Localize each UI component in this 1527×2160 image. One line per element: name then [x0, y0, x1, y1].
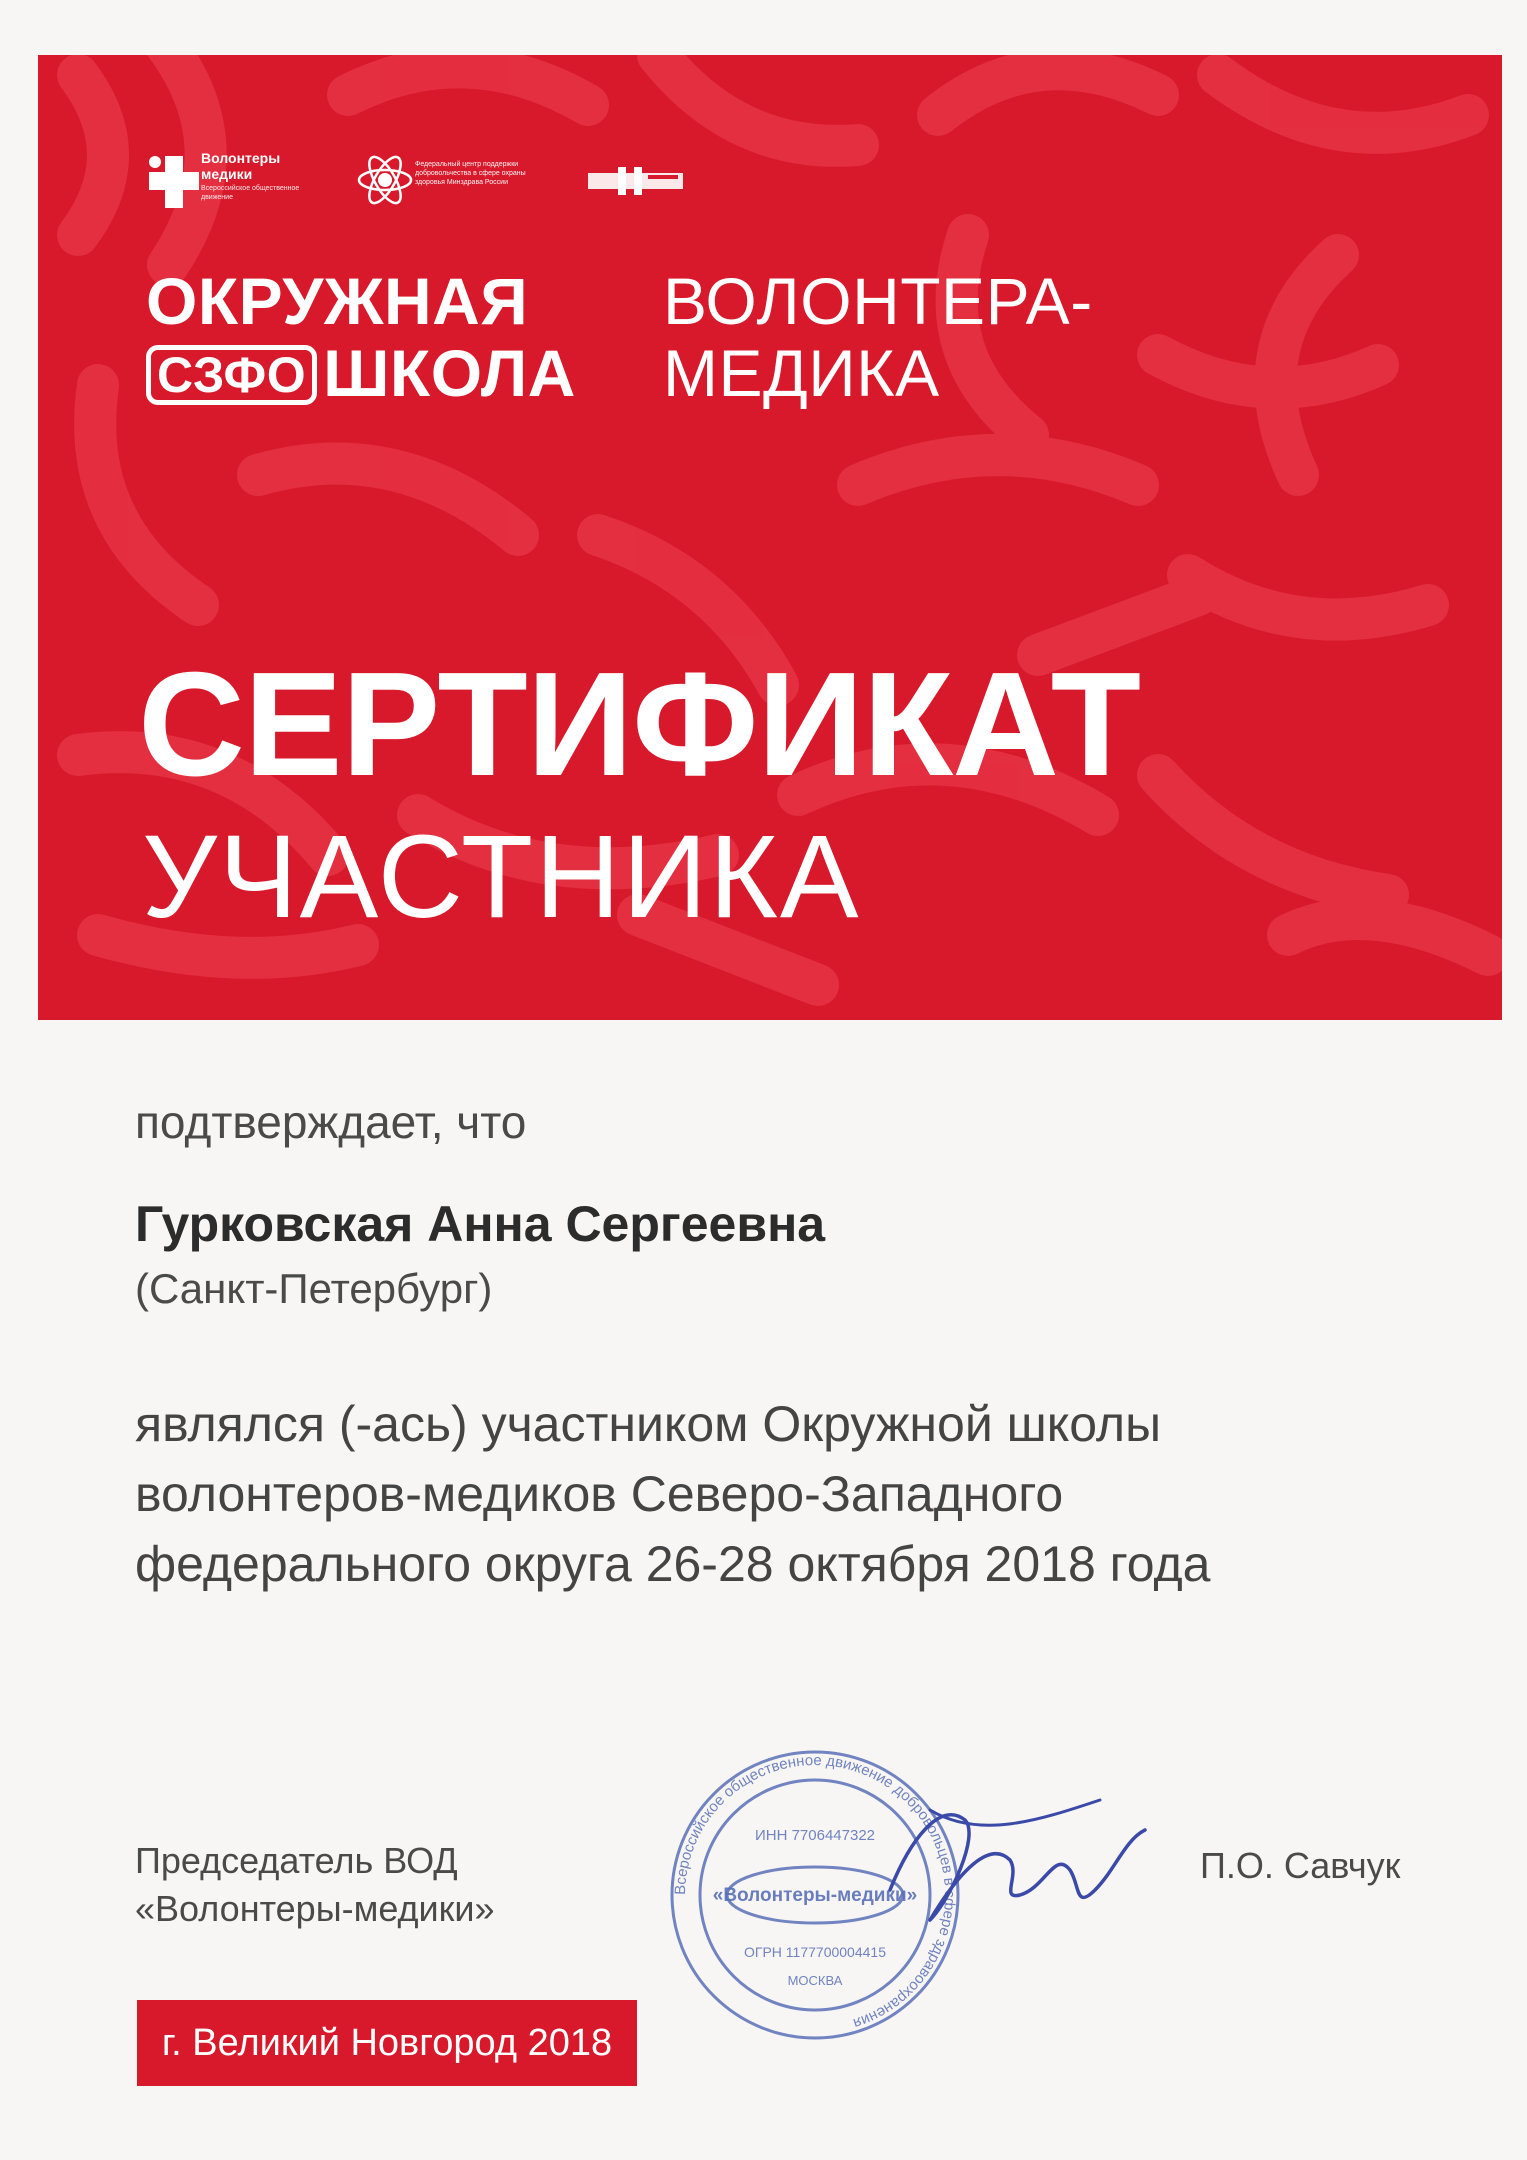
logo-federal-center-text: Федеральный центр поддержки добровольчества в сфере охраны здоровья Минздрава России — [415, 161, 526, 186]
footer-place-year: г. Великий Новгород 2018 — [137, 2000, 637, 2086]
statement-line-1: являлся (-ась) участником Окружной школы — [135, 1396, 1162, 1452]
logo-volunteers-title: Волонтеры медики — [201, 150, 281, 182]
participant-city: (Санкт-Петербург) — [135, 1265, 493, 1312]
stamp-city: МОСКВА — [787, 1973, 843, 1988]
signer-name: П.О. Савчук — [1200, 1845, 1401, 1886]
title-district: ОКРУЖНАЯ — [146, 264, 529, 338]
federal-center-emblem-icon — [355, 150, 415, 210]
stamp-outer-text: Всероссийское общественное движение добровольцев в сфере здравоохранения — [671, 1751, 959, 2032]
volunteers-medics-plus-icon — [143, 150, 207, 214]
title-school-line — [146, 337, 576, 409]
confirms-text: подтверждает, что — [135, 1096, 527, 1148]
title-medic: МЕДИКА — [663, 336, 940, 410]
partner-logo-icon — [588, 165, 683, 195]
region-badge: СЗФО — [146, 345, 317, 405]
statement-line-3: федерального округа 26-28 октября 2018 года — [135, 1536, 1211, 1592]
handwritten-signature — [870, 1780, 1160, 1950]
stamp-inn: ИНН 7706447322 — [754, 1827, 876, 1844]
statement-line-2: волонтеров-медиков Северо-Западного — [135, 1466, 1064, 1522]
stamp-ogrn: ОГРН 1177700004415 — [744, 1944, 886, 1960]
logo-volunteers-tagline: Всероссийское общественное движение — [201, 185, 300, 201]
stamp-center: «Волонтеры-медики» — [712, 1885, 918, 1906]
certificate-title: СЕРТИФИКАТ — [138, 642, 1141, 807]
signer-position-line-2: «Волонтеры-медики» — [135, 1888, 495, 1929]
certificate-banner — [38, 55, 1502, 1020]
signer-position-line-1: Председатель ВОД — [135, 1840, 458, 1881]
title-school: ШКОЛА — [323, 336, 576, 410]
title-volunteer: ВОЛОНТЕРА- — [663, 264, 1093, 338]
certificate-subtitle: УЧАСТНИКА — [142, 811, 861, 943]
participant-name: Гурковская Анна Сергеевна — [135, 1196, 826, 1252]
